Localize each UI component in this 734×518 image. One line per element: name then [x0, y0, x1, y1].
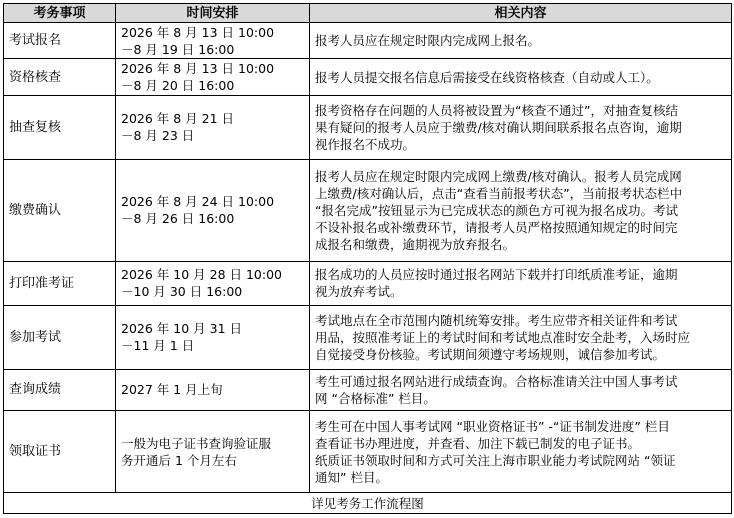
exam-schedule-table — [3, 3, 732, 514]
footer-note: 详见考务工作流程图 — [4, 493, 732, 514]
table-row — [4, 59, 732, 96]
table-row — [4, 23, 732, 59]
item-cell: 抽查复核 — [4, 96, 116, 160]
time-cell: 2026 年 10 月 31 日 －11 月 1 日 — [116, 306, 310, 370]
time-cell: 2026 年 8 月 13 日 10:00 －8 月 20 日 16:00 — [116, 59, 310, 96]
item-cell: 缴费确认 — [4, 159, 116, 261]
table-row — [4, 369, 732, 410]
header-content: 相关内容 — [310, 4, 732, 23]
header-item: 考务事项 — [4, 4, 116, 23]
content-cell: 考生可通过报名网站进行成绩查询。合格标准请关注中国人事考试 网 “合格标准” 栏目。 — [310, 369, 732, 410]
item-cell: 参加考试 — [4, 306, 116, 370]
content-cell: 考生可在中国人事考试网 “职业资格证书” -“证书制发进度” 栏目 查看证书办理进度，并查看、加注下载已制发的电子证书。 纸质证书领取时间和方式可关注上海市职业能力考试院网站 “领证 通知” 栏目。 — [310, 411, 732, 493]
content-cell: 考试地点在全市范围内随机统筹安排。考生应带齐相关证件和考试 用品，按照准考证上的考试时间和考试地点准时安全赴考，入场时应 自觉接受身份核验。考试期间须遵守考场规则，诚信参加考试。 — [310, 306, 732, 370]
time-cell: 2027 年 1 月上旬 — [116, 369, 310, 410]
content-cell: 报考人员应在规定时限内完成网上缴费/核对确认。报考人员完成网 上缴费/核对确认后，点击“查看当前报考状态”，当前报考状态栏中 “报名完成”按钮显示为已完成状态的颜色方可视为报名成功。考试 不设补报名或补缴费环节，请报考人员严格按照通知规定的时间完 成报名和缴费，逾期视为放弃报名。 — [310, 159, 732, 261]
table-row — [4, 96, 732, 160]
time-cell: 2026 年 8 月 24 日 10:00 －8 月 26 日 16:00 — [116, 159, 310, 261]
header-row — [4, 4, 732, 23]
time-cell: 2026 年 10 月 28 日 10:00 －10 月 30 日 16:00 — [116, 261, 310, 305]
content-cell: 报名成功的人员应按时通过报名网站下载并打印纸质准考证，逾期 视为放弃考试。 — [310, 261, 732, 305]
footer-row — [4, 493, 732, 514]
content-cell: 报考人员应在规定时限内完成网上报名。 — [310, 23, 732, 59]
content-cell: 报考资格存在问题的人员将被设置为“核查不通过”，对抽查复核结 果有疑问的报考人员应于缴费/核对确认期间联系报名点咨询，逾期 视作报名不成功。 — [310, 96, 732, 160]
table-row — [4, 159, 732, 261]
table-row — [4, 306, 732, 370]
table-row — [4, 411, 732, 493]
time-cell: 2026 年 8 月 21 日 －8 月 23 日 — [116, 96, 310, 160]
time-cell: 2026 年 8 月 13 日 10:00 －8 月 19 日 16:00 — [116, 23, 310, 59]
item-cell: 领取证书 — [4, 411, 116, 493]
time-cell: 一般为电子证书查询验证服 务开通后 1 个月左右 — [116, 411, 310, 493]
table-row — [4, 261, 732, 305]
header-time: 时间安排 — [116, 4, 310, 23]
item-cell: 查询成绩 — [4, 369, 116, 410]
item-cell: 资格核查 — [4, 59, 116, 96]
item-cell: 考试报名 — [4, 23, 116, 59]
content-cell: 报考人员提交报名信息后需接受在线资格核查（自动或人工）。 — [310, 59, 732, 96]
item-cell: 打印准考证 — [4, 261, 116, 305]
